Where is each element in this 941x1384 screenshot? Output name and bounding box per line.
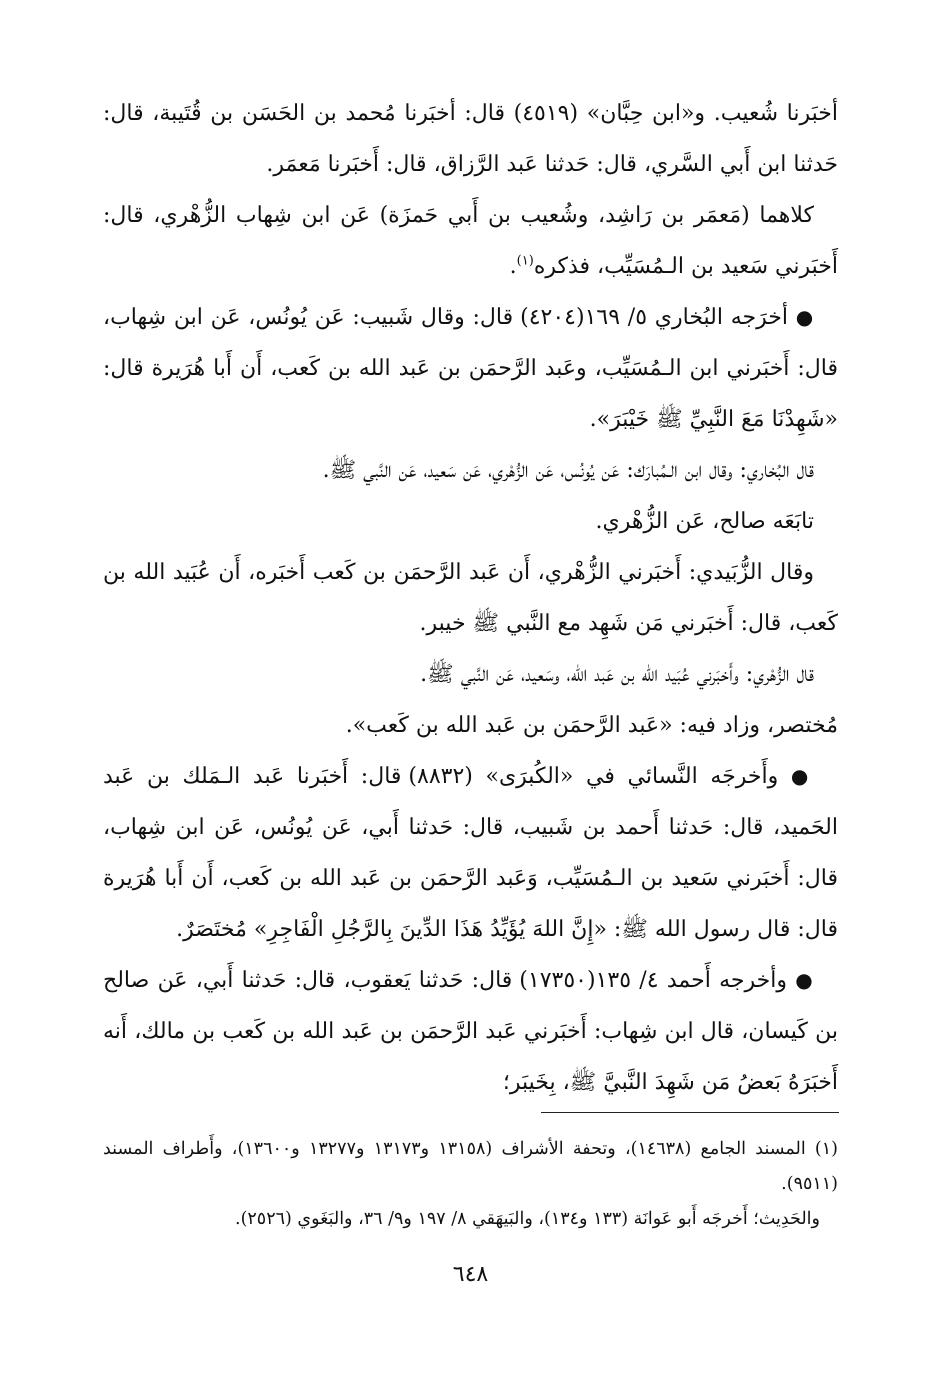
footnote-1: (١) المسند الجامع (١٤٦٣٨)، وتحفة الأشراف (١٣١٥٨ و١٣١٧٣ و١٣٢٧٧ و١٣٦٠٠)، وأَطراف المسند (٩٥١١). (103, 1139, 838, 1194)
footnote-divider (541, 1112, 839, 1113)
main-text (103, 88, 838, 1108)
footnote-marker: (١) (516, 253, 534, 269)
paragraph-8: مُختصر، وزاد فيه: «عَبد الرَّحمَن بن عَبد الله بن كَعب». (345, 713, 838, 738)
page-number: ٦٤٨ (452, 1262, 489, 1287)
bullet-icon: ● (795, 968, 815, 992)
paragraph-1: أخبَرنا شُعيب. و«ابن حِبَّان» (٤٥١٩) قال: أخبَرنا مُحمد بن الحَسَن بن قُتَيبة، قال: حَدثنا ابن أَبي السَّري، قال: حَدثنا عَبد الرَّزاق، قال: أَخبَرنا مَعمَر. (103, 101, 838, 177)
footnotes (103, 1132, 838, 1237)
paragraph-2: كلاهما (مَعمَر بن رَاشِد، وشُعيب بن أَبي حَمزَة) عَن ابن شِهاب الزُّهْري، قال: أَخبَرني سَعيد بن الـمُسَيِّب، فذكره$^{(١)}$. (103, 203, 838, 279)
paragraph-5: تابَعَه صالح، عَن الزُّهْري. (595, 509, 814, 534)
paragraph-9: ● وأَخرجَه النَّسائي في «الكُبرَى» (٨٨٣٢) قال: أَخبَرنا عَبد الـمَلك بن عَبد الحَميد، قال: حَدثنا أَحمد بن شَبيب، قال: حَدثنا أَبي، عَن يُونُس، عَن ابن شِهاب، قال: أَخبَرني سَعيد بن الـمُسَيِّب، وَعَبد الرَّحمَن بن عَبد الله بن كَعب، أَن أَبا هُرَيرة قال: قال رسول الله ﷺ: «إِنَّ اللهَ يُؤَيِّدُ هَذَا الدِّينَ بِالرَّجُلِ الْفَاجِرِ» مُختَصَرٌ. (103, 764, 838, 942)
paragraph-4: قال البُخاري: وقال ابن الـمُبارَك: عَن يُونُس، عَن الزُّهْري، عَن سَعيد، عَن النَّبي ﷺ. (322, 458, 814, 483)
bullet-icon: ● (795, 305, 815, 329)
paragraph-6: وقال الزُّبَيدي: أَخبَرني الزُّهْري، أَن عَبد الرَّحمَن بن كَعب أَخبَره، أَن عُبَيد الله بن كَعب، قال: أَخبَرني مَن شَهِد مع النَّبي ﷺ خيبر. (103, 560, 838, 636)
bullet-icon: ● (790, 764, 814, 788)
paragraph-3: ● أخرَجه البُخاري ٥/ ١٦٩(٤٢٠٤) قال: وقال شَبيب: عَن يُونُس، عَن ابن شِهاب، قال: أَخبَرني ابن الـمُسَيِّب، وعَبد الرَّحمَن بن عَبد الله بن كَعب، أَن أَبا هُرَيرة قال: «شَهِدْنَا مَعَ النَّبِيِّ ﷺ خَيْبَرَ». (103, 305, 838, 432)
paragraph-7: قال الزُّهْري: وأَخبَرني عُبَيد الله بن عَبد الله، وسَعيد، عَن النَّبي ﷺ. (420, 662, 814, 687)
paragraph-10: ● وأخرجه أَحمد ٤/ ١٣٥(١٧٣٥٠) قال: حَدثنا يَعقوب، قال: حَدثنا أَبي، عَن صالح بن كَيسان، قال ابن شِهاب: أَخبَرني عَبد الرَّحمَن بن عَبد الله بن كَعب بن مالك، أَنه أَخبَرَهُ بَعضُ مَن شَهِدَ النَّبيَّ ﷺ، بِخَيبَر؛ (103, 968, 838, 1095)
footnote-2: والحَدِيث؛ أَخرجَه أَبو عَوانَة (١٣٣ و١٣٤)، والبَيهَقي ٨/ ١٩٧ و٩/ ٣٦، والبَغَوي (٢٥٢٦). (235, 1209, 820, 1229)
